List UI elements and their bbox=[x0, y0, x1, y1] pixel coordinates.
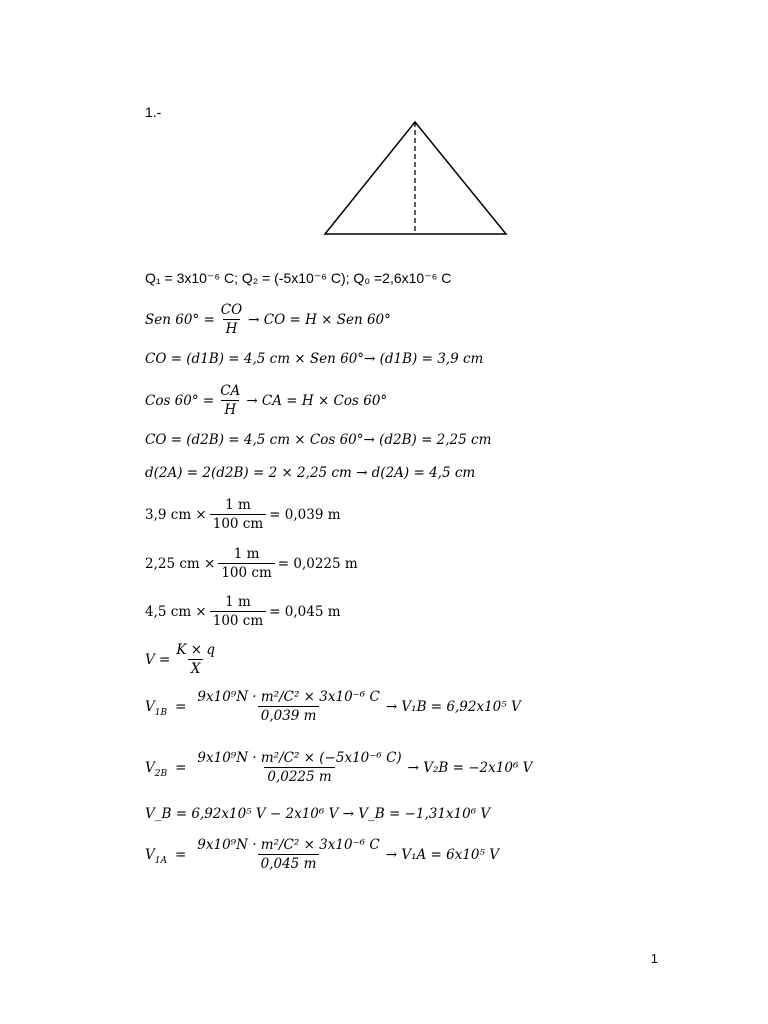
d2b-equation: CO = (d2B) = 4,5 cm × Cos 60°→ (d2B) = 2,25 cm bbox=[145, 432, 492, 448]
conv2-num: 1 m bbox=[233, 546, 260, 562]
sin-num: CO bbox=[220, 302, 243, 318]
charges-line: Q₁ = 3x10⁻⁶ C; Q₂ = (-5x10⁻⁶ C); Q₀ =2,6x10⁻⁶ C bbox=[145, 270, 452, 286]
conv2-fraction bbox=[218, 547, 274, 581]
conv2-den: 100 cm bbox=[218, 563, 274, 581]
d2a-equation: d(2A) = 2(d2B) = 2 × 2,25 cm → d(2A) = 4,5 cm bbox=[145, 465, 476, 481]
sin-rhs: → CO = H × Sen 60° bbox=[248, 312, 391, 328]
conv3-num: 1 m bbox=[225, 594, 251, 610]
vb-equation: V_B = 6,92x10⁵ V − 2x10⁶ V → V_B = −1,31x10⁶ V bbox=[145, 806, 491, 822]
veq-fraction bbox=[173, 643, 218, 677]
d1b-equation: CO = (d1B) = 4,5 cm × Sen 60°→ (d1B) = 3,9 cm bbox=[145, 351, 484, 367]
v1b-lhs-main: V bbox=[145, 699, 155, 715]
v1b-lhs-sub: 1B bbox=[154, 708, 168, 718]
v1a-lhs bbox=[145, 847, 167, 866]
sin-equation bbox=[145, 303, 391, 337]
conv3-lhs: 4,5 cm × bbox=[145, 604, 207, 620]
v2b-lhs bbox=[145, 760, 168, 779]
v1b-fraction bbox=[194, 690, 382, 724]
potential-formula bbox=[145, 643, 221, 677]
sin-lhs: Sen 60° = bbox=[145, 312, 215, 328]
cos-num: CA bbox=[220, 383, 241, 399]
veq-lhs: V = bbox=[145, 652, 171, 668]
v1a-num: 9x10⁹N · m²/C² × 3x10⁻⁶ C bbox=[197, 837, 380, 853]
v1a-equation: $V_{1A}$ = $\frac{\text{9x10⁹N · m²/C² × 3x10⁻⁶ C}}{0,045 m}$ → V₁A = 6x10⁵ V bbox=[145, 837, 499, 872]
sin-den: H bbox=[223, 319, 241, 337]
cos-rhs: → CA = H × Cos 60° bbox=[246, 393, 388, 409]
v1b-equation: $V_{1B}$ = $\frac{\text{9x10⁹N · m²/C² × 3x10⁻⁶ C}}{0,039 m}$ → V₁B = 6,92x10⁵ V bbox=[145, 689, 521, 724]
v2b-equation: $V_{2B}$ = $\frac{\text{9x10⁹N · m²/C² × (−5x10⁻⁶ C)}}{0,0225 m}$ → V₂B = −2x10⁶ V bbox=[145, 750, 533, 785]
conv3-den: 100 cm bbox=[210, 611, 266, 629]
v2b-lhs-sub: 2B bbox=[154, 769, 168, 779]
cos-den: H bbox=[221, 400, 239, 418]
triangle-diagram bbox=[320, 118, 512, 240]
problem-label: 1.- bbox=[145, 104, 162, 120]
conv1-num: 1 m bbox=[225, 497, 251, 513]
v2b-lhs-main: V bbox=[145, 760, 155, 776]
conv2-lhs: 2,25 cm × bbox=[145, 556, 216, 572]
conversion-3 bbox=[145, 595, 341, 629]
v2b-fraction bbox=[194, 751, 404, 785]
conv1-rhs: = 0,039 m bbox=[269, 507, 341, 523]
conv1-fraction bbox=[210, 498, 266, 532]
veq-num: K × q bbox=[176, 642, 215, 658]
conv3-fraction bbox=[210, 595, 266, 629]
conversion-1 bbox=[145, 498, 341, 532]
v1a-fraction bbox=[194, 838, 382, 872]
v1b-rhs: → V₁B = 6,92x10⁵ V bbox=[385, 699, 521, 715]
v1a-rhs: → V₁A = 6x10⁵ V bbox=[385, 847, 499, 863]
cos-equation bbox=[145, 384, 387, 418]
conv1-den: 100 cm bbox=[210, 514, 266, 532]
v2b-rhs: → V₂B = −2x10⁶ V bbox=[407, 760, 533, 776]
v1a-den: 0,045 m bbox=[258, 854, 320, 872]
sin-fraction bbox=[218, 303, 245, 337]
veq-den: X bbox=[188, 659, 204, 677]
v1b-den: 0,039 m bbox=[258, 706, 320, 724]
page-number: 1 bbox=[650, 951, 658, 966]
conv1-lhs: 3,9 cm × bbox=[145, 507, 207, 523]
conversion-2 bbox=[145, 547, 358, 581]
cos-fraction bbox=[217, 384, 243, 418]
v1a-lhs-main: V bbox=[145, 847, 155, 863]
v1b-num: 9x10⁹N · m²/C² × 3x10⁻⁶ C bbox=[197, 689, 380, 705]
v2b-den: 0,0225 m bbox=[264, 767, 334, 785]
cos-lhs: Cos 60° = bbox=[145, 393, 215, 409]
conv2-rhs: = 0,0225 m bbox=[277, 556, 358, 572]
v1b-lhs bbox=[145, 699, 168, 718]
conv3-rhs: = 0,045 m bbox=[269, 604, 341, 620]
v2b-num: 9x10⁹N · m²/C² × (−5x10⁻⁶ C) bbox=[197, 750, 402, 766]
v1a-lhs-sub: 1A bbox=[154, 856, 167, 866]
